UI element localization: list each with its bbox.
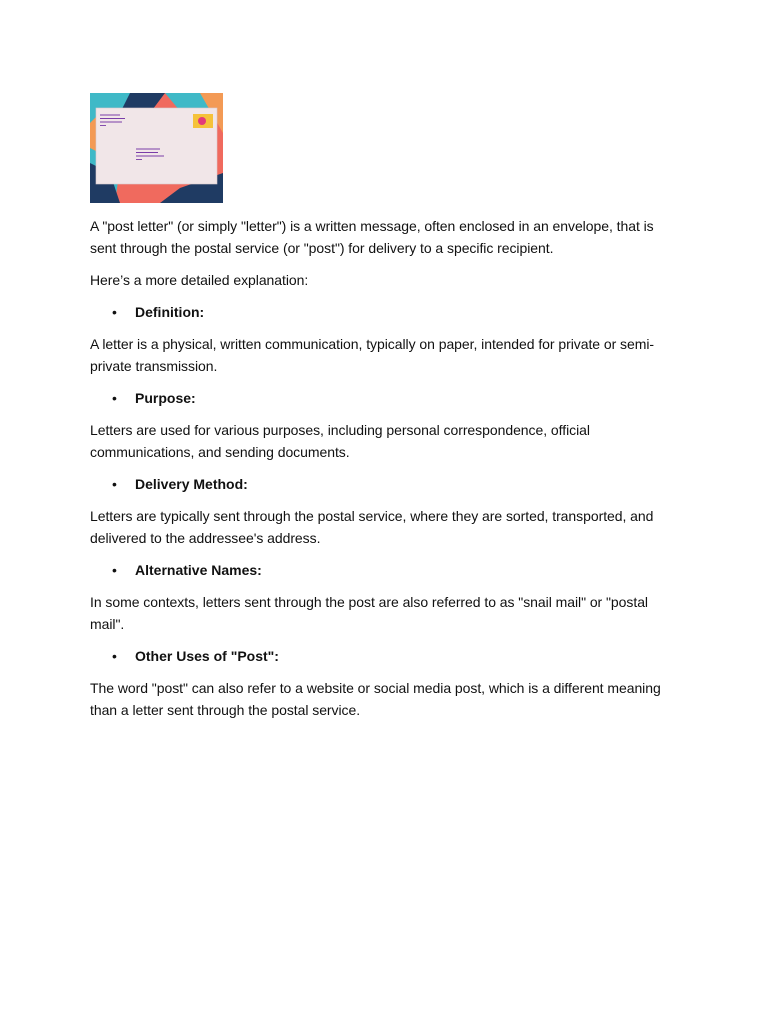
bullet-dot: •	[112, 562, 117, 578]
bullet-dot: •	[112, 390, 117, 406]
intro-paragraph: A "post letter" (or simply "letter") is a written message, often enclosed in an envelope, that is sent through the postal service (or "post") for delivery to a specific recipient.	[90, 218, 654, 256]
heading-text: Purpose:	[135, 390, 196, 406]
heading-text: Definition:	[135, 304, 205, 320]
section-heading-purpose	[90, 387, 670, 409]
section-heading-alternative-names	[90, 559, 670, 581]
heading-text: Delivery Method:	[135, 476, 248, 492]
bullet-dot: •	[112, 476, 117, 492]
document-body	[90, 93, 670, 731]
bullet-dot: •	[112, 648, 117, 664]
section-heading-delivery-method	[90, 473, 670, 495]
section-text-other-uses: The word "post" can also refer to a website or social media post, which is a different meaning than a letter sent through the postal service.	[90, 680, 661, 718]
lead-paragraph: Here’s a more detailed explanation:	[90, 272, 309, 288]
section-text-definition: A letter is a physical, written communication, typically on paper, intended for private or semi-private transmission.	[90, 336, 655, 374]
section-text-purpose: Letters are used for various purposes, including personal correspondence, official communications, and sending documents.	[90, 422, 590, 460]
heading-text: Other Uses of "Post":	[135, 648, 279, 664]
heading-text: Alternative Names:	[135, 562, 262, 578]
envelope-photo	[90, 93, 223, 203]
section-text-alternative-names: In some contexts, letters sent through the post are also referred to as "snail mail" or "postal mail".	[90, 594, 648, 632]
section-heading-definition	[90, 301, 670, 323]
bullet-dot: •	[112, 304, 117, 320]
section-text-delivery-method: Letters are typically sent through the postal service, where they are sorted, transported, and delivered to the addressee's address.	[90, 508, 654, 546]
section-heading-other-uses	[90, 645, 670, 667]
